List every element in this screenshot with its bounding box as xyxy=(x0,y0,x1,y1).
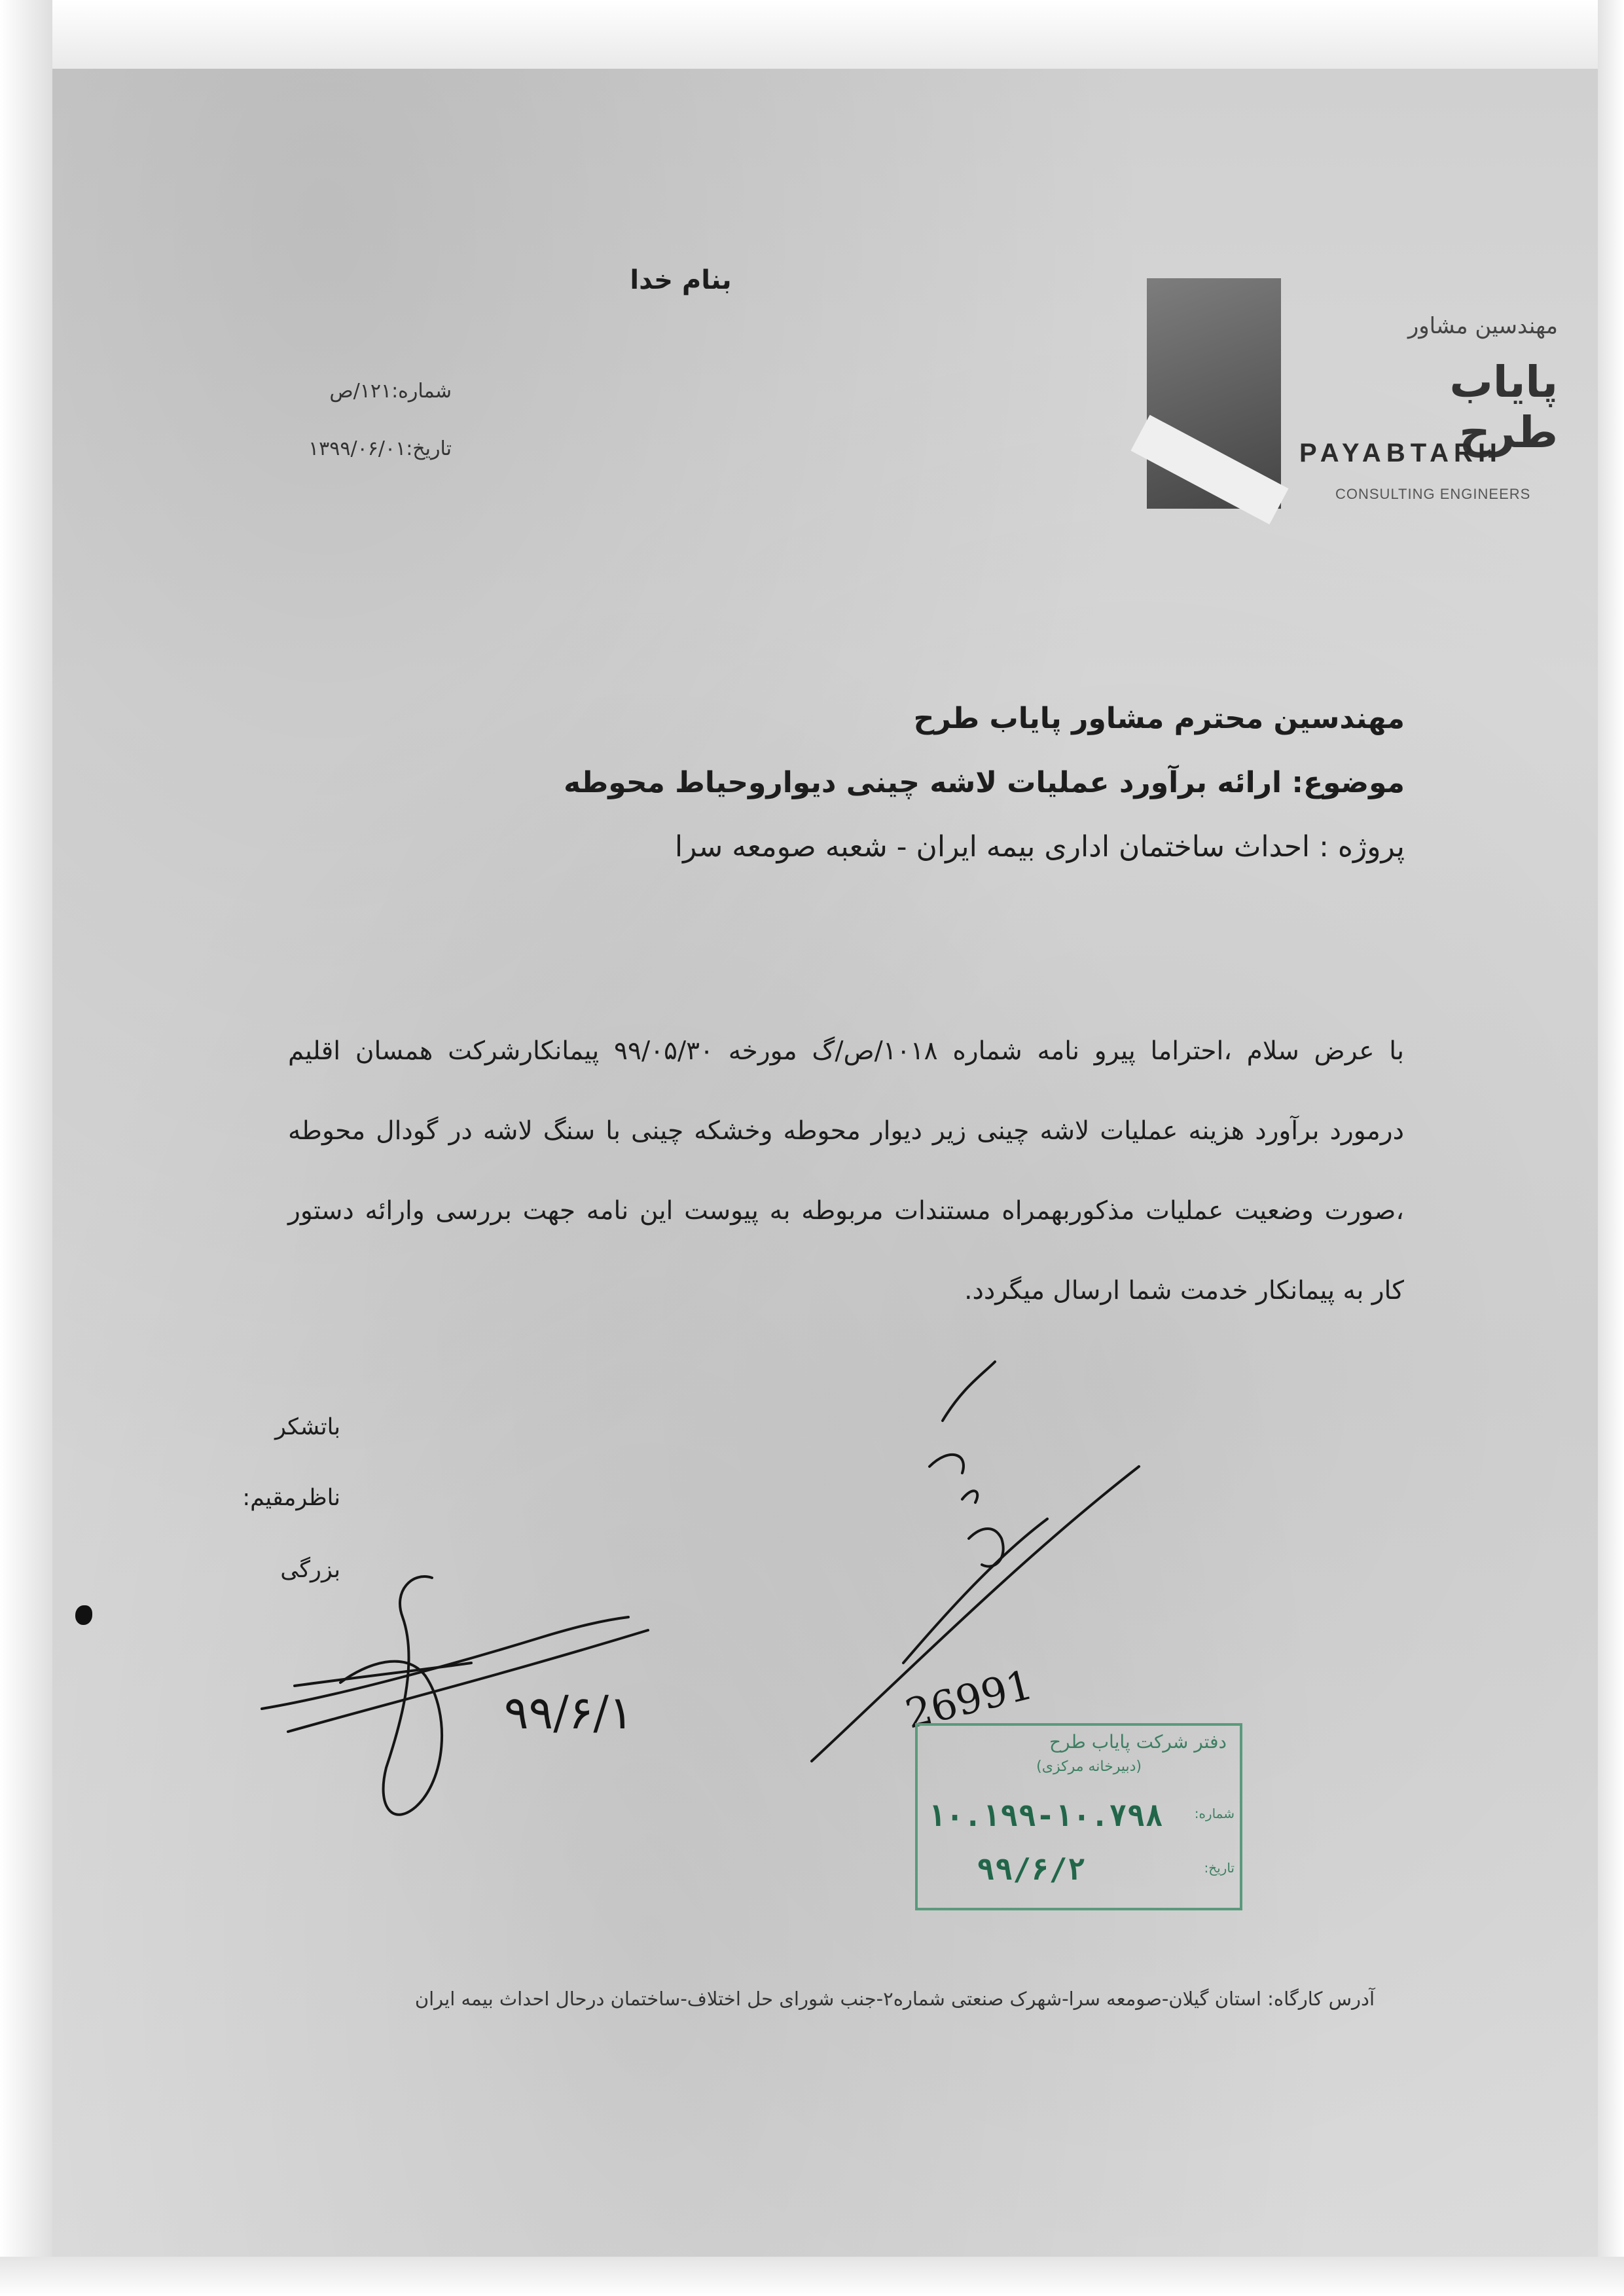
stamp-number-label: شماره: xyxy=(1194,1806,1235,1821)
recipient-line: مهندسین محترم مشاور پایاب طرح xyxy=(913,702,1405,735)
closing-thanks: باتشکر xyxy=(274,1414,340,1440)
logo-english-subtitle: CONSULTING ENGINEERS xyxy=(1335,486,1531,502)
basmala: بنام خدا xyxy=(630,265,732,295)
receipt-stamp xyxy=(915,1723,1242,1910)
signer-name: بزرگی xyxy=(280,1557,340,1583)
footer-address: آدرس کارگاه: استان گیلان-صومعه سرا-شهرک صنعتی شماره۲-جنب شورای حل اختلاف-ساختمان درحال احداث بیمه ایران xyxy=(414,1988,1375,2010)
stamp-date-label: تاریخ: xyxy=(1204,1860,1235,1876)
letter-date: تاریخ:۱۳۹۹/۰۶/۰۱ xyxy=(308,437,452,460)
stamp-number: ۱۰.۱۹۹-۱۰.۷۹۸ xyxy=(928,1798,1164,1833)
logo-persian-name: پایاب طرح xyxy=(1449,357,1558,458)
stamp-date: ۹۹/۶/۲ xyxy=(977,1851,1086,1887)
project-line: پروژه : احداث ساختمان اداری بیمه ایران - شعبه صومعه سرا xyxy=(674,830,1405,864)
stamp-title: دفتر شرکت پایاب طرح xyxy=(1049,1731,1227,1753)
signer-role: ناظرمقیم: xyxy=(242,1485,340,1511)
logo-english-name: PAYABTARH xyxy=(1299,439,1502,467)
stamp-subtitle: (دبیرخانه مرکزی) xyxy=(1036,1758,1142,1775)
signature-date: ۹۹/۶/۱ xyxy=(504,1686,634,1740)
letter-number: شماره:۱۲۱/ص xyxy=(329,380,452,403)
letter-body: با عرض سلام ،احتراما پیرو نامه شماره ۱۰۱۸/ص/گ مورخه ۹۹/۰۵/۳۰ پیمانکارشرکت همسان اقلیم درمورد برآورد هزینه عملیات لاشه چینی زیر دیوار محوطه وخشکه چینی با سنگ لاشه در گودال محوطه ،صورت وضعیت عملیات مذکوربهمراه مستندات مربوطه به پیوست این نامه جهت بررسی وارائه دستور کار به پیمانکار خدمت شما ارسال میگردد. xyxy=(288,1036,1404,1305)
logo-persian-small: مهندسین مشاور xyxy=(1407,313,1558,339)
side-note-number: 26991 xyxy=(900,1660,1038,1738)
subject-line: موضوع: ارائه برآورد عملیات لاشه چینی دیواروحیاط محوطه xyxy=(564,766,1405,799)
